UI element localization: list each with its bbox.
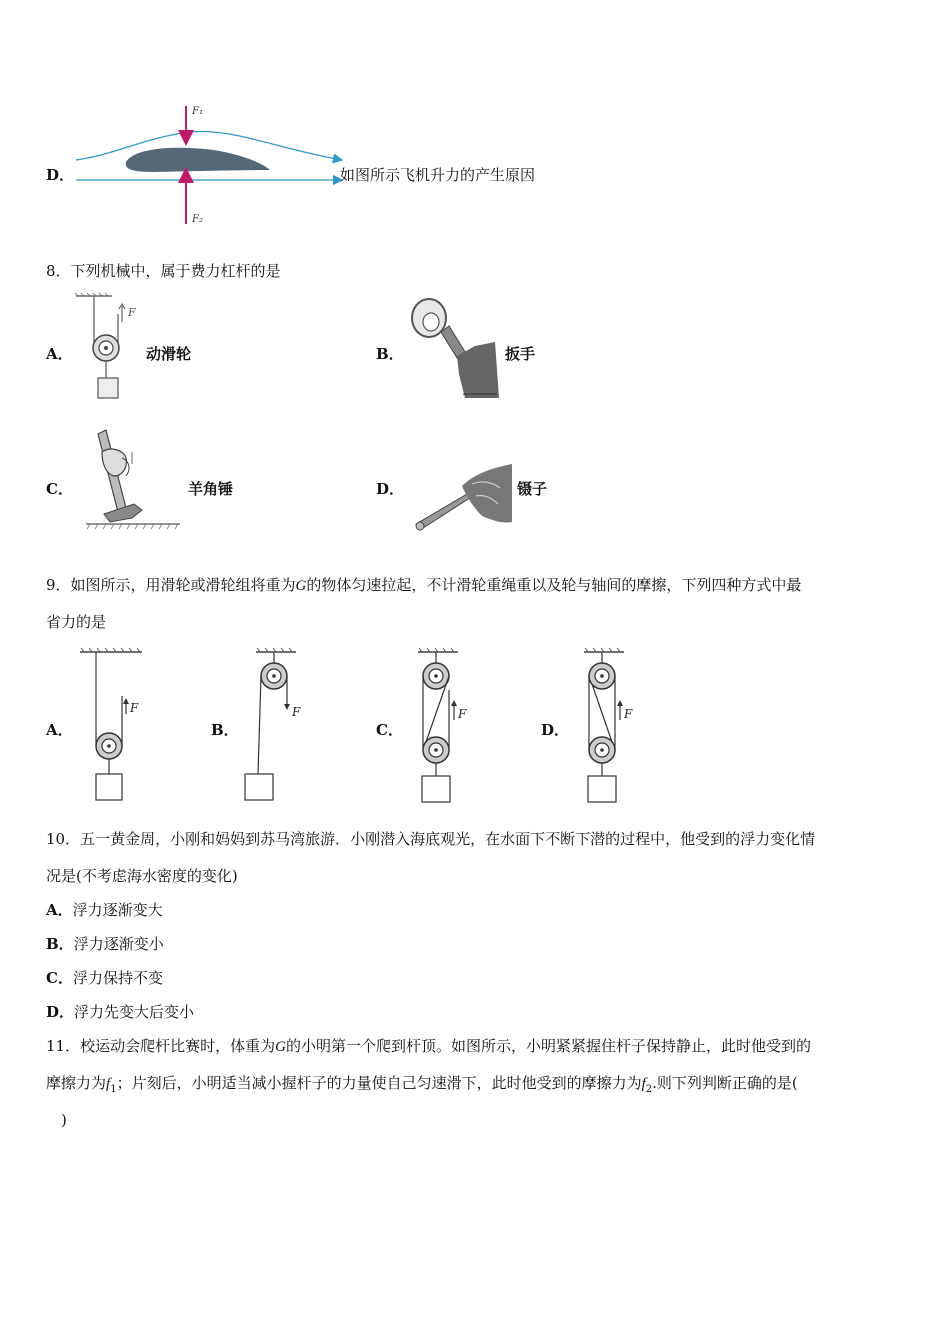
q10-option-b[interactable]: B．浮力逐渐变小 (46, 935, 164, 953)
wrench-figure (405, 294, 505, 402)
q11-stem-line2: 摩擦力为$f_1$；片刻后，小明适当减小握杆子的力量使自己匀速滑下，此时他受到的摩擦力为$f_2$.则下列判断正确的是( (46, 1074, 798, 1095)
q9-stem-line2: 省力的是 (46, 613, 107, 631)
q9-pulley-d-figure (578, 646, 638, 806)
q11-stem-line3: ) (46, 1111, 67, 1129)
q8-option-b-text: 扳手 (505, 345, 536, 363)
q9-pulley-b-figure (238, 646, 308, 806)
q7-option-d-text: 如图所示飞机升力的产生原因 (340, 166, 536, 184)
force-f1-label: F₁ (192, 106, 203, 117)
q9-d-force-label: F (624, 707, 633, 721)
force-f2-label: F₂ (192, 214, 203, 225)
q9-option-a-label: A． (46, 721, 73, 739)
q8-option-a-text: 动滑轮 (146, 345, 192, 363)
q9-b-force-label: F (292, 705, 301, 719)
q9-option-d-label: D． (541, 721, 570, 739)
q8-option-c-text: 羊角锤 (188, 480, 234, 498)
q9-a-force-label: F (130, 701, 139, 715)
movable-pulley-figure (72, 292, 144, 402)
q10-stem-line1: 10．五一黄金周，小刚和妈妈到苏马湾旅游．小刚潜入海底观光，在水面下不断下潜的过程中，他受到的浮力变化情 (46, 830, 816, 848)
q8-option-d-label: D． (376, 480, 405, 498)
q10-option-a[interactable]: A．浮力逐渐变大 (46, 901, 163, 919)
q9-pulley-a-figure (76, 646, 146, 806)
airfoil-figure (74, 100, 344, 230)
claw-hammer-figure (82, 424, 184, 534)
q7-option-d-label: D． (46, 166, 75, 184)
q8-option-c-label: C． (46, 480, 73, 498)
q9-option-b-label: B． (211, 721, 239, 739)
q9-option-c-label: C． (376, 721, 403, 739)
q10-option-c[interactable]: C．浮力保持不变 (46, 969, 163, 987)
q11-stem-line1: 11．校运动会爬杆比赛时，体重为G的小明第一个爬到杆顶。如图所示，小明紧紧握住杆子保持静止，此时他受到的 (46, 1037, 811, 1055)
tweezers-figure (412, 460, 514, 536)
q8-a-force-label: F (128, 306, 136, 319)
q9-c-force-label: F (458, 707, 467, 721)
q10-option-d[interactable]: D．浮力先变大后变小 (46, 1003, 195, 1021)
q9-stem-line1: 9．如图所示，用滑轮或滑轮组将重为G的物体匀速拉起，不计滑轮重绳重以及轮与轴间的摩擦，下列四种方式中最 (46, 576, 802, 594)
q10-stem-line2: 况是(不考虑海水密度的变化) (46, 867, 238, 885)
q8-stem: 8．下列机械中，属于费力杠杆的是 (46, 262, 281, 280)
q8-option-d-text: 镊子 (517, 480, 548, 498)
q9-pulley-c-figure (412, 646, 472, 806)
q8-option-b-label: B． (376, 345, 404, 363)
q8-option-a-label: A． (46, 345, 73, 363)
